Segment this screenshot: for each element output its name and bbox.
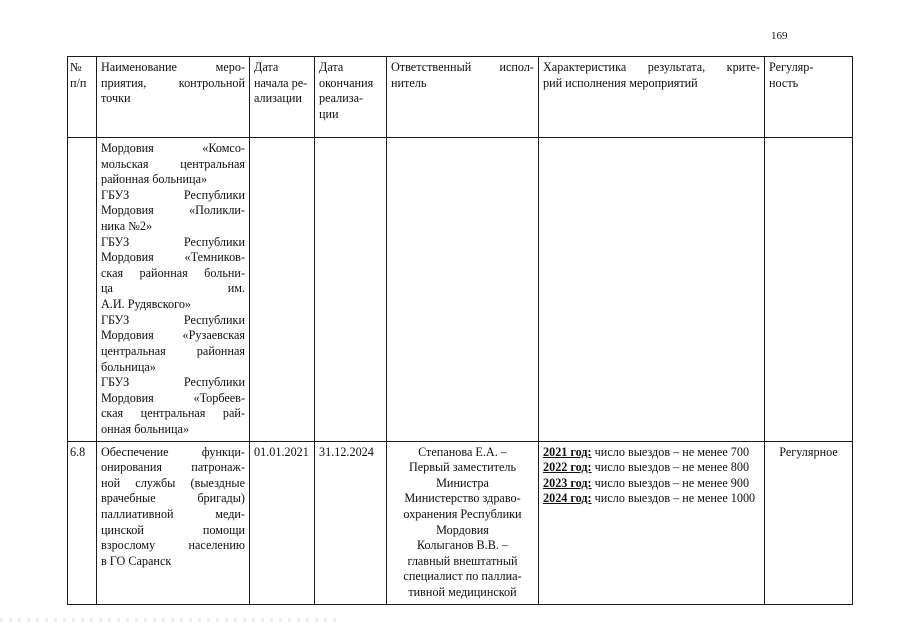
page-number: 169	[771, 30, 788, 42]
cell-text: ца им.	[101, 281, 245, 296]
cell-text: онирования патронаж-	[101, 460, 245, 475]
cell-text: паллиативной меди-	[101, 507, 245, 522]
header-text: Дата	[254, 60, 279, 74]
header-responsible	[387, 57, 539, 138]
header-text: рий исполнения мероприятий	[543, 75, 698, 90]
header-text: Дата	[319, 60, 344, 74]
table-header-row	[68, 57, 853, 138]
header-start-date	[250, 57, 315, 138]
result-text: число выездов – не менее 800	[591, 460, 750, 475]
result-year: 2024 год:	[543, 491, 592, 506]
cell-text: Мордовия «Темников-	[101, 250, 245, 265]
cell-text: больница»	[101, 359, 156, 374]
header-text: приятия, контрольной	[101, 75, 245, 90]
cell-text: мольская центральная	[101, 156, 245, 171]
cell-text: в ГО Саранск	[101, 553, 172, 568]
cell-text: Мордовия «Рузаевская	[101, 328, 245, 343]
cell-text: ника №2»	[101, 219, 153, 234]
cell-text: ская районная больни-	[101, 265, 245, 280]
result-item	[543, 491, 760, 507]
cell-text: Колыганов В.В. –	[416, 538, 509, 553]
cell-text: Министра	[436, 475, 489, 490]
cell-text: центральная районная	[101, 343, 245, 358]
cell-text: взрослому населению	[101, 538, 245, 553]
result-item	[543, 445, 760, 461]
cell-text: Степанова Е.А. –	[418, 444, 507, 459]
cell-text: врачебные бригады)	[101, 491, 245, 506]
cell-text: А.И. Рудявского»	[101, 297, 192, 312]
result-item	[543, 460, 760, 476]
events-table	[67, 56, 853, 605]
result-item	[543, 476, 760, 492]
header-text: Ответственный испол-	[391, 60, 534, 74]
header-text: ность	[769, 75, 799, 90]
header-name	[97, 57, 250, 138]
cell-responsible	[387, 441, 539, 604]
cell-text: Мордовия «Торбеев-	[101, 390, 245, 405]
cell-responsible	[387, 138, 539, 442]
result-year: 2022 год:	[543, 460, 592, 475]
header-text: нитель	[391, 75, 427, 90]
table-row	[68, 138, 853, 442]
cell-num	[68, 138, 97, 442]
header-result	[539, 57, 765, 138]
header-text: №	[70, 60, 82, 74]
header-text: ализации	[254, 91, 302, 106]
cell-text: Первый заместитель	[408, 460, 517, 475]
cell-text: цинской помощи	[101, 522, 245, 537]
header-text: Наименование меро-	[101, 60, 245, 74]
cell-text: тивной медицинской	[408, 585, 517, 600]
cell-end-date: 31.12.2024	[315, 441, 387, 604]
cell-name	[97, 138, 250, 442]
scan-artifact	[0, 618, 340, 622]
cell-num: 6.8	[68, 441, 97, 604]
cell-text: районная больница»	[101, 172, 208, 187]
header-regularity	[765, 57, 853, 138]
table-row	[68, 441, 853, 604]
cell-regularity	[765, 138, 853, 442]
cell-text: ГБУЗ Республики	[101, 312, 245, 327]
result-text: число выездов – не менее 700	[591, 444, 750, 459]
cell-start-date	[250, 138, 315, 442]
cell-text: ной службы (выездные	[101, 475, 245, 490]
cell-regularity: Регулярное	[765, 441, 853, 604]
cell-text: ГБУЗ Республики	[101, 234, 245, 249]
header-text: Регуляр-	[769, 60, 814, 74]
cell-name	[97, 441, 250, 604]
header-text: реализа-	[319, 91, 364, 106]
cell-text: главный внештатный	[407, 553, 518, 568]
header-num	[68, 57, 97, 138]
result-text: число выездов – не менее 900	[591, 475, 750, 490]
header-end-date	[315, 57, 387, 138]
cell-text: охранения Республики	[403, 507, 522, 522]
cell-result	[539, 138, 765, 442]
cell-start-date: 01.01.2021	[250, 441, 315, 604]
cell-text: ГБУЗ Республики	[101, 187, 245, 202]
cell-text: Мордовия	[436, 522, 489, 537]
result-year: 2021 год:	[543, 444, 592, 459]
header-text: точки	[101, 91, 131, 106]
cell-result	[539, 441, 765, 604]
header-text: п/п	[70, 75, 87, 90]
cell-text: онная больница»	[101, 421, 190, 436]
result-text: число выездов – не менее 1000	[591, 491, 756, 506]
header-text: Характеристика результата, крите-	[543, 60, 760, 74]
header-text: ции	[319, 106, 339, 121]
cell-text: специалист по паллиа-	[403, 569, 522, 584]
header-text: начала ре-	[254, 75, 308, 90]
header-text: окончания	[319, 75, 374, 90]
cell-end-date	[315, 138, 387, 442]
cell-text: Обеспечение функци-	[101, 444, 245, 459]
cell-text: ская центральная рай-	[101, 406, 245, 421]
result-year: 2023 год:	[543, 475, 592, 490]
cell-text: ГБУЗ Республики	[101, 375, 245, 390]
cell-text: Мордовия «Поликли-	[101, 203, 245, 218]
cell-text: Мордовия «Комсо-	[101, 141, 245, 155]
cell-text: Министерство здраво-	[404, 491, 521, 506]
